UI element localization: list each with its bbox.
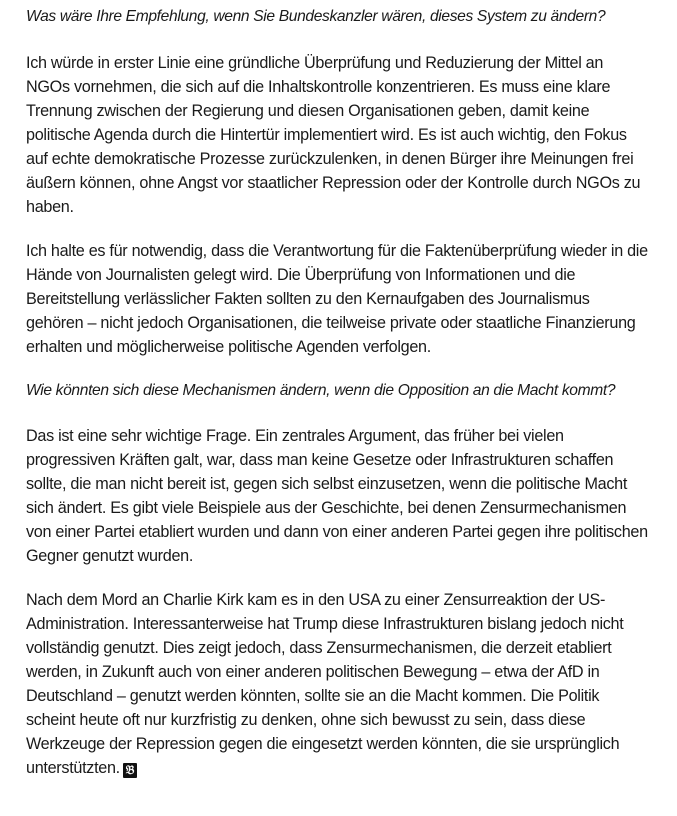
interview-answer: Das ist eine sehr wichtige Frage. Ein zentrales Argument, das früher bei vielen progressiven Kräften galt, war, dass man keine Gesetze oder Infrastrukturen schaffen sollte, die man nicht bereit ist, gegen sich selbst einzusetzen, wenn die politische Macht sich ändert. Es gibt viele Beispiele aus der Geschichte, bei denen Zensurmechanismen von einer Partei etabliert wurden und dann von einer anderen Partei gegen ihre politischen Gegner genutzt wurden. [26,427,648,565]
interview-answer-text: Nach dem Mord an Charlie Kirk kam es in den USA zu einer Zensurreaktion der US-Administration. Interessanterweise hat Trump diese Infrastrukturen bislang jedoch nicht vollständig genutzt. Dies zeigt jedoch, dass Zensurmechanismen, die derzeit etabliert werden, in Zukunft auch von einer anderen politischen Bewegung – etwa der AfD in Deutschland – genutzt werden könnten, sollte sie an die Macht kommen. Die Politik scheint heute oft nur kurzfristig zu denken, ohne sich bewusst zu sein, dass diese Werkzeuge der Repression gegen die eingesetzt werden könnten, die sie ursprünglich unterstützten. [26,591,624,777]
publication-end-mark-icon: 𝔅 [123,763,137,778]
interview-question: Wie könnten sich diese Mechanismen ändern, wenn die Opposition an die Macht kommt? [26,382,616,399]
interview-answer-final [26,588,651,780]
interview-answer: Ich halte es für notwendig, dass die Verantwortung für die Faktenüberprüfung wieder in die Hände von Journalisten gelegt wird. Die Überprüfung von Informationen und die Bereitstellung verlässlicher Fakten sollten zu den Kernaufgaben des Journalismus gehören – nicht jedoch Organisationen, die teilweise private oder staatliche Finanzierung erhalten und möglicherweise politische Agenden verfolgen. [26,242,648,356]
interview-answer: Ich würde in erster Linie eine gründliche Überprüfung und Reduzierung der Mittel an NGOs vornehmen, die sich auf die Inhaltskontrolle konzentrieren. Es muss eine klare Trennung zwischen der Regierung und diesen Organisationen geben, damit keine politische Agenda durch die Hintertür implementiert wird. Es ist auch wichtig, den Fokus auf echte demokratische Prozesse zurückzulenken, in denen Bürger ihre Meinungen frei äußern können, ohne Angst vor staatlicher Repression oder der Kontrolle durch NGOs zu haben. [26,54,641,216]
interview-question: Was wäre Ihre Empfehlung, wenn Sie Bundeskanzler wären, dieses System zu ändern? [26,8,606,25]
